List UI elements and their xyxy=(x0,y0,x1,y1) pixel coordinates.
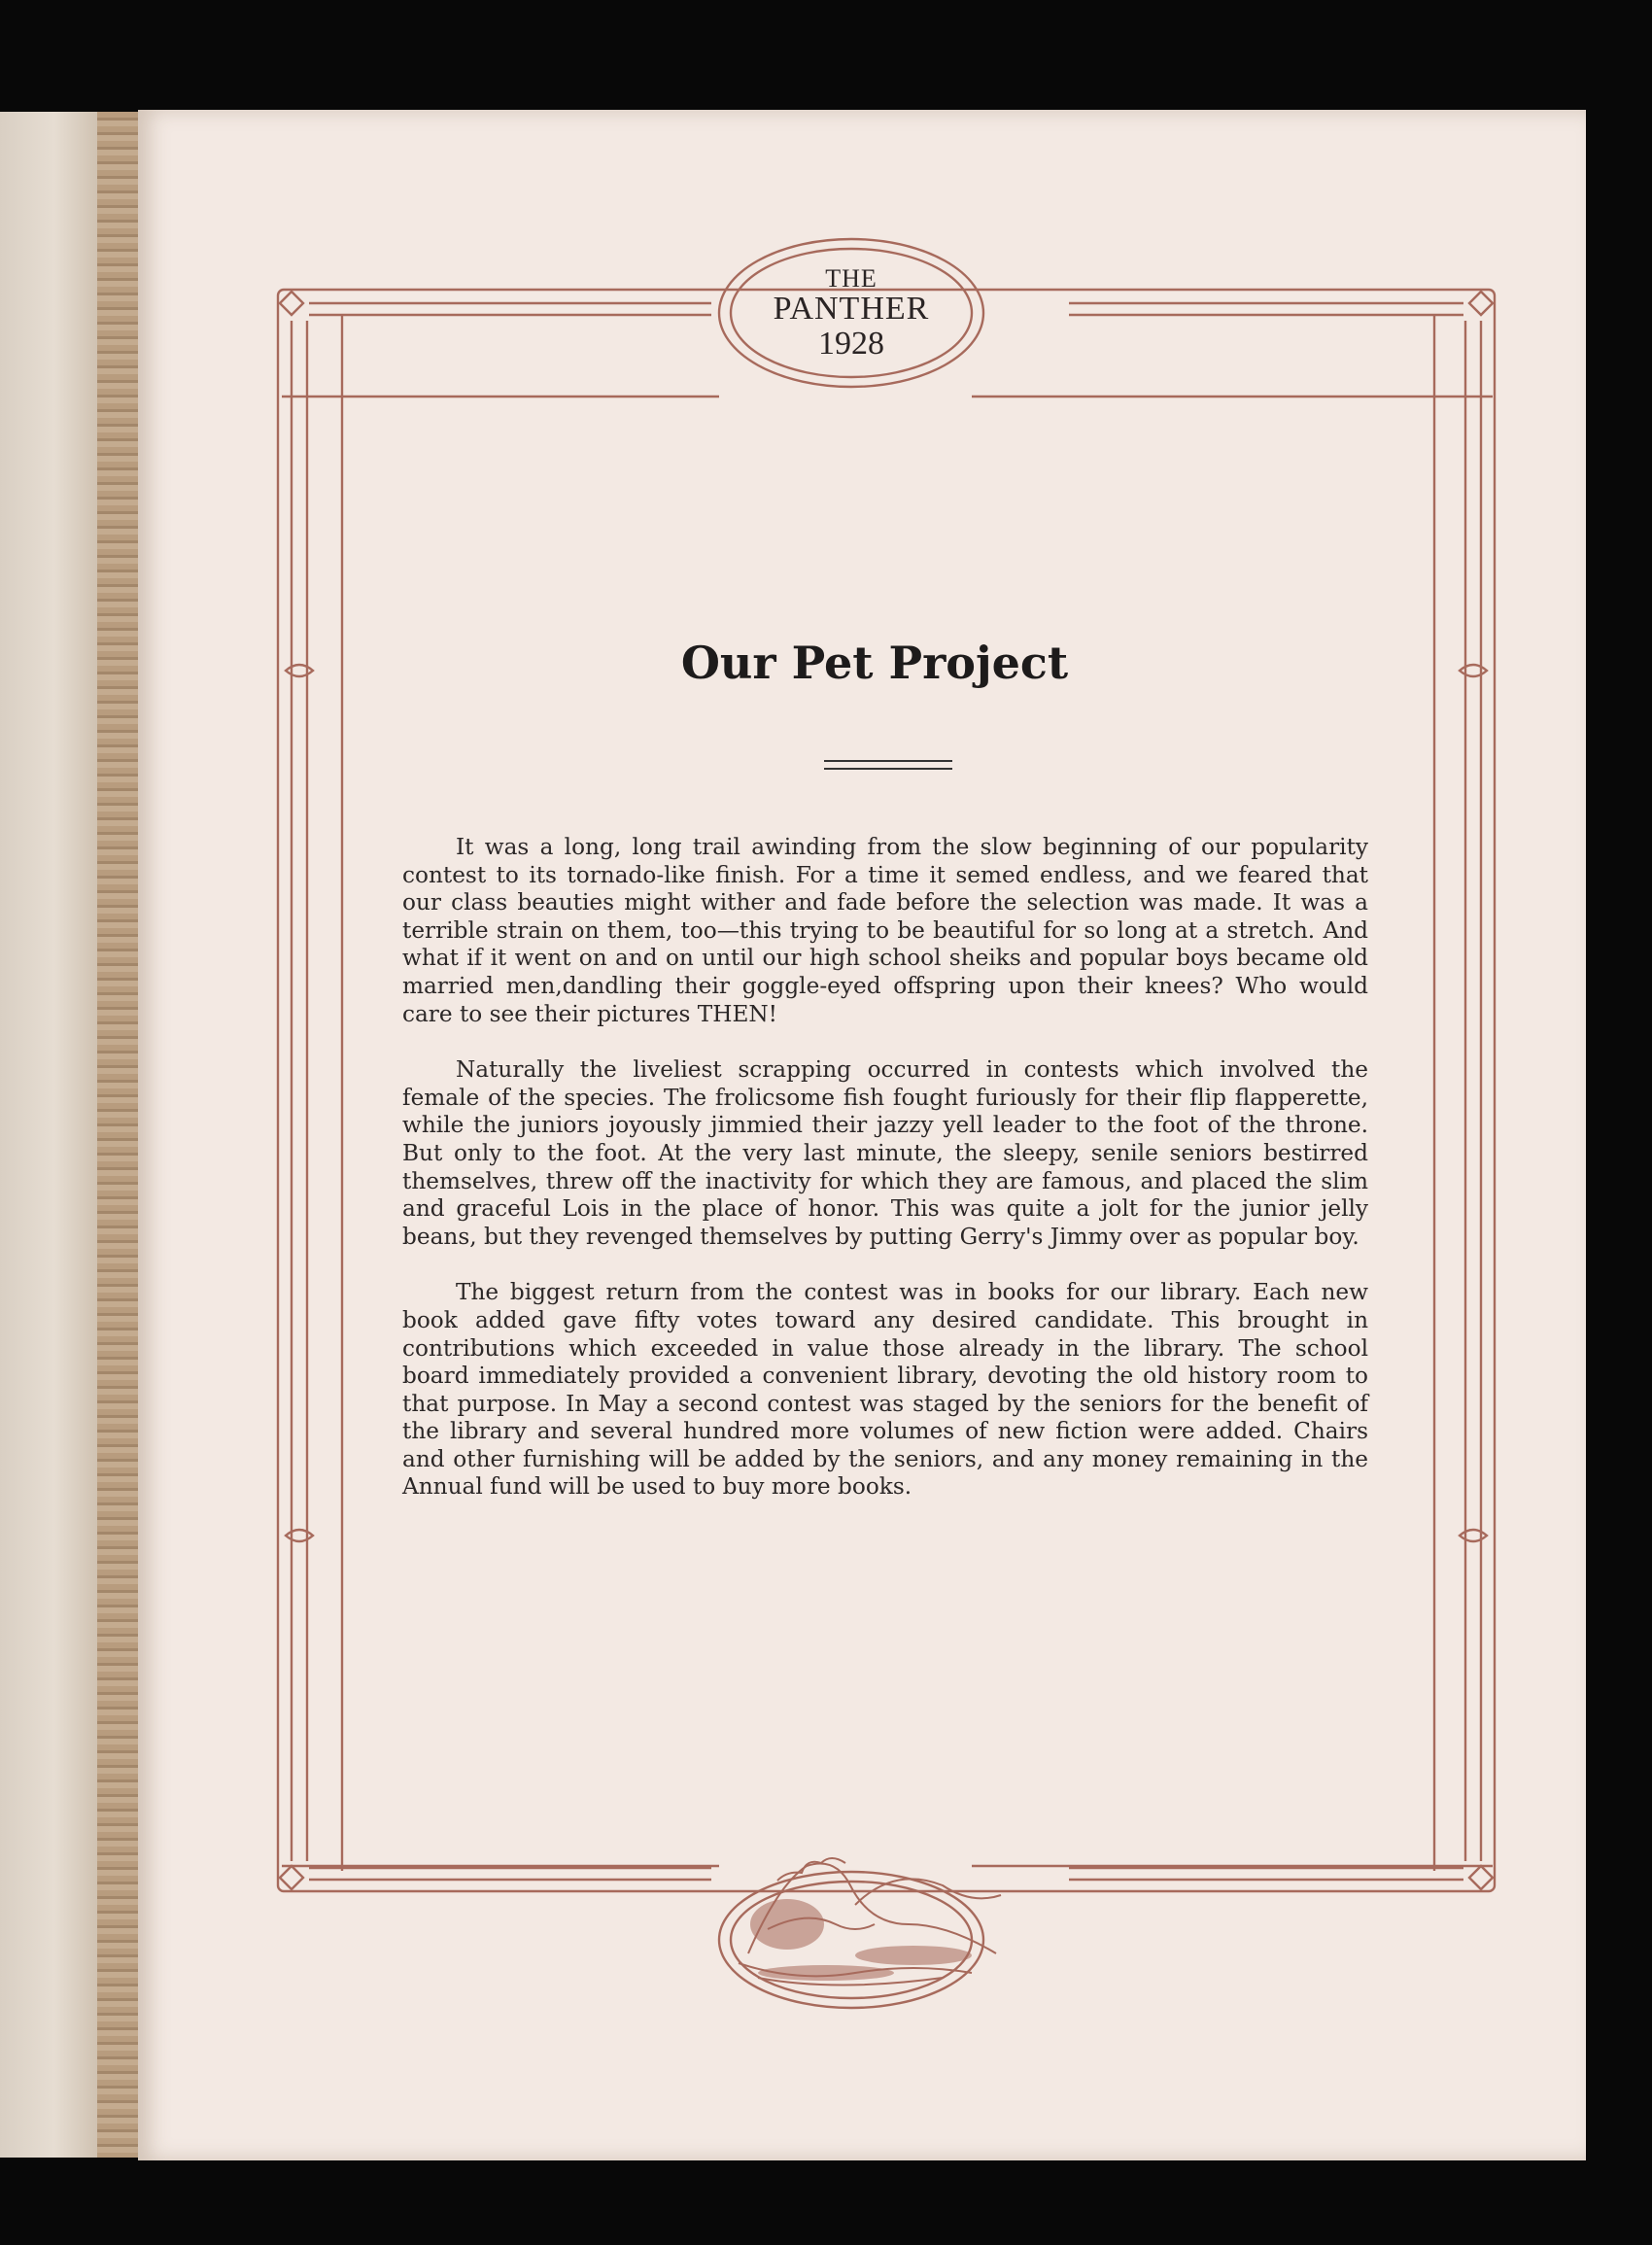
paragraph-2: Naturally the liveliest scrapping occurred in contests which involved the female of the species. The frolicsome fish fought furiously for their flip flapperette, while the juniors joyously jimmied their jazzy yell leader to the foot of the throne. But only to the foot. At the very last minute, the sleepy, senile seniors bestirred themselves, threw off the inactivity for which they are famous, and placed the slim and graceful Lois in the place of honor. This was quite a jolt for the junior jelly beans, but they revenged themselves by putting Gerry's Jimmy over as popular boy. xyxy=(402,1056,1368,1250)
title-underline-top xyxy=(824,760,952,762)
article-body xyxy=(402,834,1368,1530)
header-line-year: 1928 xyxy=(818,325,884,362)
header-line-panther: PANTHER xyxy=(773,290,930,327)
paragraph-3: The biggest return from the contest was in books for our library. Each new book added gave fifty votes toward any desired candidate. This brought in contributions which exceeded in value those already in the library. The school board immediately provided a convenient library, devoting the old history room to that purpose. In May a second contest was staged by the seniors for the benefit of the library and several hundred more volumes of new fiction were added. Chairs and other furnishing will be added by the seniors, and any money remaining in the Annual fund will be used to buy more books. xyxy=(402,1279,1368,1501)
paragraph-1: It was a long, long trail awinding from the slow beginning of our popularity contest to its tornado-like finish. For a time it semed endless, and we feared that our class beauties might wither and fade before the selection was made. It was a terrible strain on them, too—this trying to be beautiful for so long at a stretch. And what if it went on and on until our high school sheiks and popular boys became old married men,dandling their goggle-eyed offspring upon their knees? Who would care to see their pictures THEN! xyxy=(402,834,1368,1027)
title-underline-bottom xyxy=(824,768,952,770)
page-title: Our Pet Project xyxy=(680,637,1069,689)
header-line-the: THE xyxy=(825,263,878,293)
yearbook-header-emblem xyxy=(727,245,976,381)
